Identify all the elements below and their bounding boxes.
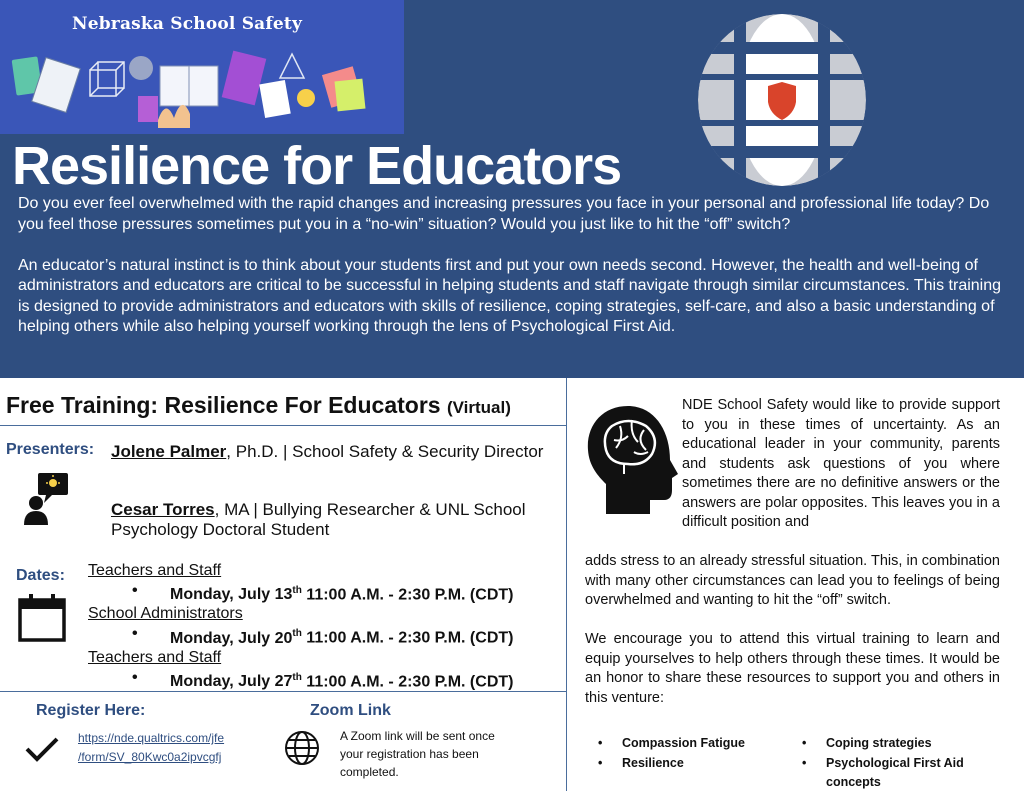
column-divider <box>566 378 567 791</box>
right-intro: NDE School Safety would like to provide support to you in these times of uncertainty. As an educational leader in your community, parents and students ask questions of you where sometimes there are no definitive answers or the answers are polar opposites. This leaves you in a difficult position and <box>682 397 1000 530</box>
divider-top <box>0 425 566 426</box>
page-title: Resilience for Educators <box>12 136 622 196</box>
training-format: (Virtual) <box>446 398 511 417</box>
calendar-icon <box>18 594 66 642</box>
topics-list-left <box>592 734 792 773</box>
presenter-2-details: , MA | Bullying Researcher & UNL School Psychology Doctoral Student <box>111 500 526 539</box>
date-session-1-suffix: th <box>292 585 302 596</box>
topics-list-right <box>796 734 996 791</box>
date-session-1-time: 11:00 A.M. - 2:30 P.M. (CDT) <box>301 586 514 604</box>
date-session-3-time: 11:00 A.M. - 2:30 P.M. (CDT) <box>301 672 514 690</box>
date-session-3 <box>88 668 558 691</box>
date-session-2-day: Monday, July 20 <box>170 629 293 647</box>
list-item: • Resilience <box>592 754 792 774</box>
dates-label: Dates: <box>16 567 65 584</box>
date-session-2-time: 11:00 A.M. - 2:30 P.M. (CDT) <box>301 629 514 647</box>
globe-shield-icon <box>698 14 866 186</box>
intro-paragraph-1: Do you ever feel overwhelmed with the rapid changes and increasing pressures you face in your personal and professional life today? Do you feel those pressures sometimes put you in a “no-win” situation? Would you just like to hit the “off” switch? <box>18 195 990 233</box>
presenter-icon <box>22 473 70 527</box>
presenter-2 <box>111 500 551 540</box>
date-session-1 <box>88 581 558 604</box>
register-label: Register Here: <box>36 702 146 719</box>
divider-bottom <box>0 691 566 692</box>
presenter-1-details: , Ph.D. | School Safety & Security Director <box>226 442 544 461</box>
date-audience-1: Teachers and Staff <box>88 562 222 579</box>
right-continued: adds stress to an already stressful situation. This, in combination with many other circumstances can lead you to feelings of being overwhelmed and wanting to hit the “off” switch. <box>585 553 1000 608</box>
date-audience-2: School Administrators <box>88 605 243 623</box>
list-item: • Psychological First Aid concepts <box>796 754 996 791</box>
intro-paragraph-2: An educator’s natural instinct is to think about your students first and put your own needs second. However, the health and well-being of administrators and educators are critical to be successful in helping students and staff navigate through similar circumstances. This training is designed to provide administrators and educators with skills of resilience, coping strategies, self-care, and also a basic understanding of helping others while also helping yourself working through the lens of Psychological First Aid. <box>18 256 1002 335</box>
globe-icon <box>284 730 320 766</box>
school-supplies-illustration <box>0 40 404 134</box>
date-session-3-day: Monday, July 27 <box>170 672 293 690</box>
date-session-2-suffix: th <box>292 628 302 640</box>
register-link-line-1[interactable]: https://nde.qualtrics.com/jfe <box>78 731 225 745</box>
register-link[interactable] <box>78 729 224 767</box>
date-session-1-day: Monday, July 13 <box>170 586 293 604</box>
brain-head-icon <box>584 404 680 516</box>
school-safety-banner <box>0 0 404 134</box>
date-session-2 <box>88 624 558 647</box>
intro-text <box>18 194 1008 338</box>
right-body <box>585 552 1000 708</box>
hero-banner <box>0 0 1024 378</box>
presenters-label: Presenters: <box>6 441 95 458</box>
dates-list <box>88 561 558 691</box>
list-item: • Coping strategies <box>796 734 996 754</box>
register-link-line-2[interactable]: /form/SV_80Kwc0a2ipvcgfj <box>78 750 222 764</box>
zoom-label: Zoom Link <box>310 702 391 719</box>
presenter-2-name: Cesar Torres <box>111 500 215 519</box>
checkmark-icon <box>24 735 60 763</box>
right-encourage: We encourage you to attend this virtual training to learn and equip yourselves to help others through these times. It would be an honor to share these resources to support you and others in this venture: <box>585 631 1000 706</box>
training-title <box>6 392 511 419</box>
presenter-1-name: Jolene Palmer <box>111 442 227 461</box>
list-item: • Compassion Fatigue <box>592 734 792 754</box>
date-session-3-suffix: th <box>292 671 302 683</box>
presenter-1 <box>111 442 551 462</box>
date-audience-3: Teachers and Staff <box>88 648 222 666</box>
training-title-text: Free Training: Resilience For Educators <box>6 392 441 418</box>
zoom-text: A Zoom link will be sent once your registration has been completed. <box>340 729 495 779</box>
banner-title: Nebraska School Safety <box>71 14 303 34</box>
